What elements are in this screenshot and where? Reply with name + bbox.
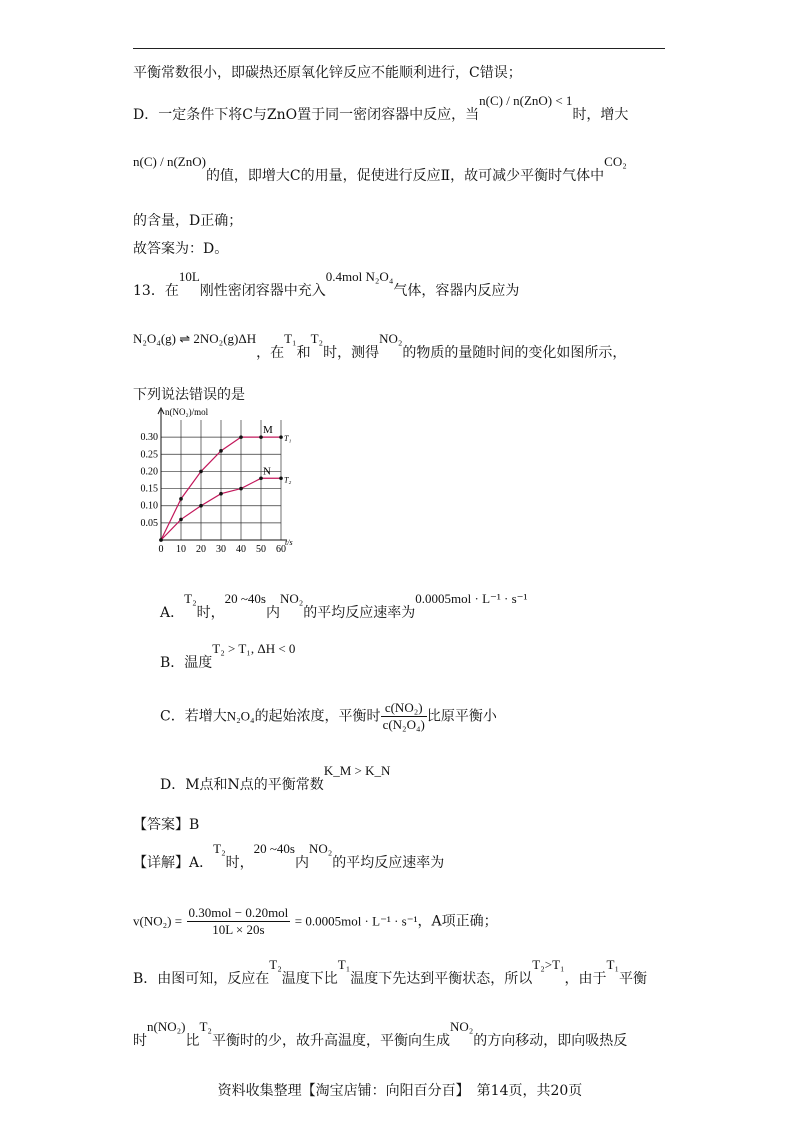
text-segment: 的方向移动，即向吸热反 xyxy=(473,1033,628,1049)
text-segment: 13．在 xyxy=(133,283,179,299)
text-segment: 平衡 xyxy=(619,971,648,987)
text-line: 平衡常数很小，即碳热还原氧化锌反应不能顺利进行，C错误； xyxy=(133,65,522,81)
chart xyxy=(133,402,313,562)
rate-calculation xyxy=(133,905,498,938)
text-segment: C．若增大 xyxy=(160,708,227,725)
formula: n(C) / n(ZnO) xyxy=(133,154,206,169)
text-segment: 气体，容器内反应为 xyxy=(393,283,520,299)
formula: T₂ > T₁, ΔH < 0 xyxy=(212,641,296,656)
reaction-line xyxy=(133,331,627,362)
x-tick-label: 0 xyxy=(158,544,164,555)
series-label: T₁ xyxy=(284,434,292,444)
data-point xyxy=(239,487,243,491)
data-point xyxy=(179,518,183,522)
series-label: T₂ xyxy=(284,475,292,485)
formula: T₂>T₁ xyxy=(532,957,565,972)
text-segment: 比 xyxy=(185,1033,200,1049)
data-point xyxy=(199,504,203,508)
text-line: 的含量，D正确； xyxy=(133,213,243,229)
formula: 20 ~40s xyxy=(253,841,295,856)
explanation-b xyxy=(133,957,648,988)
formula: T₂ xyxy=(213,841,226,856)
explanation-b-cont xyxy=(133,1019,628,1050)
formula: NO₂ xyxy=(449,1019,474,1034)
formula: T₂ xyxy=(199,1019,212,1034)
formula: n(NO₂) xyxy=(147,1019,186,1034)
formula: v(NO₂) = xyxy=(133,913,183,929)
formula: CO₂ xyxy=(604,154,627,169)
text-segment: D．M点和N点的平衡常数 xyxy=(160,777,324,793)
data-point xyxy=(159,538,163,542)
text-line: 故答案为：D。 xyxy=(133,241,229,257)
top-rule xyxy=(133,48,665,49)
text-segment: D．一定条件下将C与ZnO置于同一密闭容器中反应，当 xyxy=(133,107,480,123)
data-point xyxy=(179,497,183,501)
text-segment: 内 xyxy=(294,855,309,871)
point-label: N xyxy=(263,465,271,478)
fraction xyxy=(187,905,291,938)
x-axis-label: t/s xyxy=(285,538,293,547)
y-tick-label: 0.25 xyxy=(140,449,158,461)
text-segment: 的值，即增大C的用量，促使进行反应Ⅱ，故可减少平衡时气体中 xyxy=(205,168,605,184)
text-segment: 时，测得 xyxy=(323,345,380,361)
text-segment: 的平均反应速率为 xyxy=(332,855,445,871)
y-tick-label: 0.10 xyxy=(140,500,158,512)
x-tick-label: 40 xyxy=(236,544,246,555)
text-segment: 和 xyxy=(296,345,311,361)
text-segment: 时 xyxy=(133,1033,147,1049)
formula: T₁ xyxy=(284,331,297,346)
x-tick-label: 50 xyxy=(256,544,266,555)
option-d xyxy=(160,763,391,794)
formula: 0.0005mol · L⁻¹ · s⁻¹ xyxy=(415,591,528,606)
fraction xyxy=(381,700,427,733)
text-line xyxy=(133,93,629,124)
formula: 20 ~40s xyxy=(224,591,266,606)
question-prompt: 下列说法错误的是 xyxy=(133,387,245,403)
text-segment: A． xyxy=(160,605,185,621)
option-c xyxy=(160,700,497,733)
y-tick-label: 0.15 xyxy=(140,483,158,495)
text-segment: 内 xyxy=(265,605,280,621)
text-segment: 平衡时的少，故升高温度，平衡向生成 xyxy=(211,1033,450,1049)
data-point xyxy=(239,435,243,439)
text-segment: 时，增大 xyxy=(572,107,629,123)
text-segment: ，A项正确； xyxy=(417,913,498,930)
text-segment: 时， xyxy=(196,605,225,621)
x-tick-label: 30 xyxy=(216,544,226,555)
fraction-denominator: 10L × 20s xyxy=(212,922,265,937)
fraction-numerator: c(NO₂) xyxy=(381,700,427,717)
option-b xyxy=(160,641,296,672)
fraction-numerator: 0.30mol − 0.20mol xyxy=(188,905,289,920)
text-segment: ，在 xyxy=(256,345,285,361)
data-point xyxy=(219,492,223,496)
reaction-equation: N₂O₄(g) ⇌ 2NO₂(g)ΔH xyxy=(133,331,257,346)
text-segment: 温度下比 xyxy=(281,971,338,987)
y-tick-label: 0.05 xyxy=(140,517,158,529)
formula: n(C) / n(ZnO) < 1 xyxy=(479,93,573,108)
data-point xyxy=(219,449,223,453)
text-segment: ，由于 xyxy=(564,971,607,987)
text-segment: 比原平衡小 xyxy=(426,708,497,725)
text-segment: 的平均反应速率为 xyxy=(303,605,416,621)
option-a xyxy=(160,591,528,622)
formula: T₂ xyxy=(269,957,282,972)
formula: 10L xyxy=(178,269,200,284)
text-segment: 温度下先达到平衡状态，所以 xyxy=(350,971,533,987)
data-point xyxy=(279,435,283,439)
page-footer: 资料收集整理【淘宝店铺：向阳百分百】 第14页，共20页 xyxy=(217,1083,583,1099)
formula: T₂ xyxy=(184,591,197,606)
text-segment: 【详解】A． xyxy=(133,855,214,871)
formula: T₂ xyxy=(310,331,324,346)
formula: NO₂ xyxy=(279,591,304,606)
y-tick-label: 0.20 xyxy=(140,466,158,478)
formula: N₂O₄ xyxy=(226,708,255,724)
data-point xyxy=(199,470,203,474)
explanation-a xyxy=(133,841,445,872)
formula: 0.4mol N₂O₄ xyxy=(325,269,394,284)
question-13-stem xyxy=(133,269,520,300)
point-label: M xyxy=(263,424,273,437)
x-tick-label: 20 xyxy=(196,544,206,555)
text-segment: 刚性密闭容器中充入 xyxy=(199,283,326,299)
text-segment: 的起始浓度，平衡时 xyxy=(254,708,381,725)
formula: NO₂ xyxy=(308,841,333,856)
data-point xyxy=(279,476,283,480)
text-segment: B．温度 xyxy=(160,655,213,671)
text-segment: 的物质的量随时间的变化如图所示， xyxy=(402,345,627,361)
x-tick-label: 10 xyxy=(176,544,186,555)
x-tick-label: 60 xyxy=(276,544,286,555)
text-line xyxy=(133,154,627,185)
formula: = 0.0005mol · L⁻¹ · s⁻¹ xyxy=(294,913,418,929)
formula: T₁ xyxy=(337,957,351,972)
y-axis-label: n(NO₂)/mol xyxy=(165,407,209,417)
text-segment: 时， xyxy=(225,855,254,871)
y-tick-label: 0.30 xyxy=(140,432,158,444)
answer: 【答案】B xyxy=(133,817,200,833)
formula: K_M > K_N xyxy=(323,763,391,778)
text-segment: B．由图可知，反应在 xyxy=(133,971,270,987)
fraction-denominator: c(N₂O₄) xyxy=(382,717,425,732)
formula: T₁ xyxy=(606,957,620,972)
formula: NO₂ xyxy=(379,331,403,346)
